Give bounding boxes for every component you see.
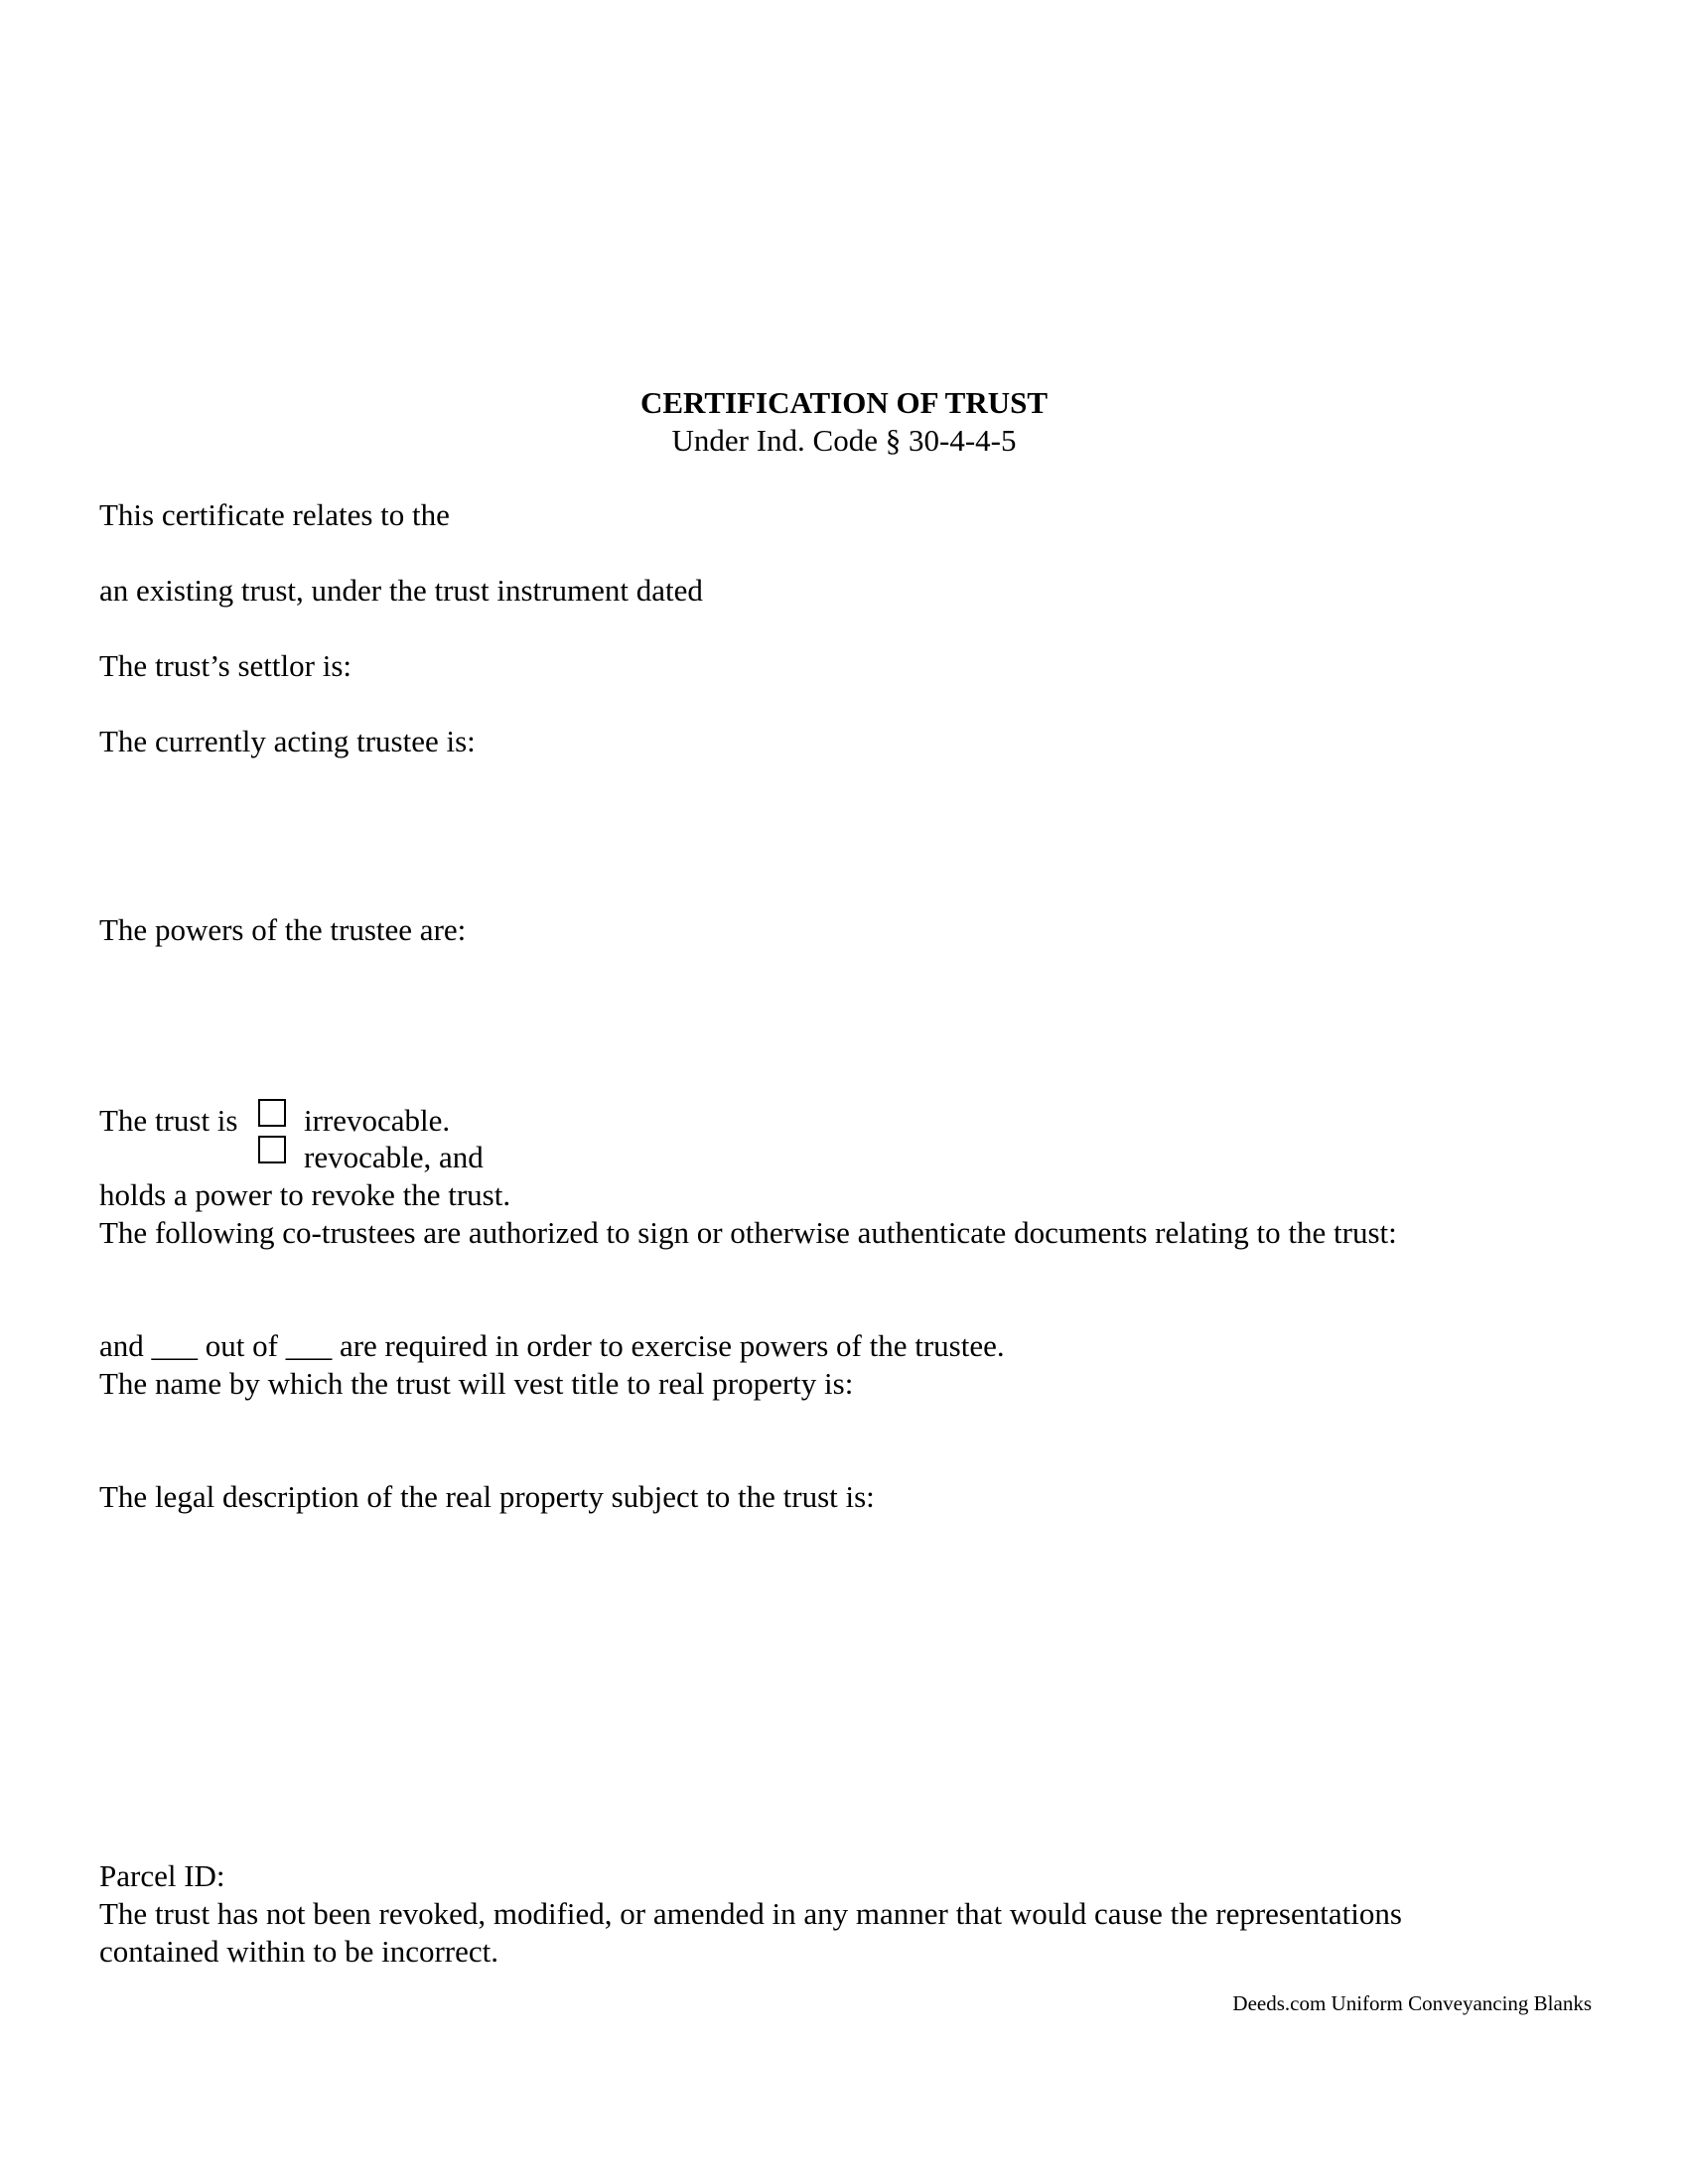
footer-text: Deeds.com Uniform Conveyancing Blanks (1232, 1991, 1592, 2015)
existing-trust-line: an existing trust, under the trust instrument dated (99, 573, 703, 608)
document-title: CERTIFICATION OF TRUST (639, 385, 1049, 420)
revocable-label: revocable, and (304, 1140, 484, 1174)
trustee-powers-line: The powers of the trustee are: (99, 912, 467, 947)
document-subtitle: Under Ind. Code § 30-4-4-5 (671, 423, 1017, 458)
parcel-id-label: Parcel ID: (99, 1858, 225, 1893)
trust-is-label: The trust is (99, 1103, 238, 1138)
legal-description-line: The legal description of the real property subject to the trust is: (99, 1479, 875, 1514)
settlor-line: The trust’s settlor is: (99, 648, 352, 683)
not-revoked-line-2: contained within to be incorrect. (99, 1934, 499, 1969)
vest-title-line: The name by which the trust will vest title to real property is: (99, 1366, 854, 1401)
revocable-checkbox[interactable] (258, 1136, 286, 1163)
relates-to-line: This certificate relates to the (99, 497, 450, 532)
holds-power-line: holds a power to revoke the trust. (99, 1177, 511, 1212)
irrevocable-checkbox[interactable] (258, 1099, 286, 1127)
acting-trustee-line: The currently acting trustee is: (99, 724, 476, 758)
required-trustees-line: and ___ out of ___ are required in order to exercise powers of the trustee. (99, 1328, 1005, 1363)
co-trustees-line: The following co-trustees are authorized to sign or otherwise authenticate documents relating to the trust: (99, 1215, 1397, 1250)
not-revoked-line-1: The trust has not been revoked, modified, or amended in any manner that would cause the representations (99, 1896, 1402, 1931)
irrevocable-label: irrevocable. (304, 1103, 451, 1138)
